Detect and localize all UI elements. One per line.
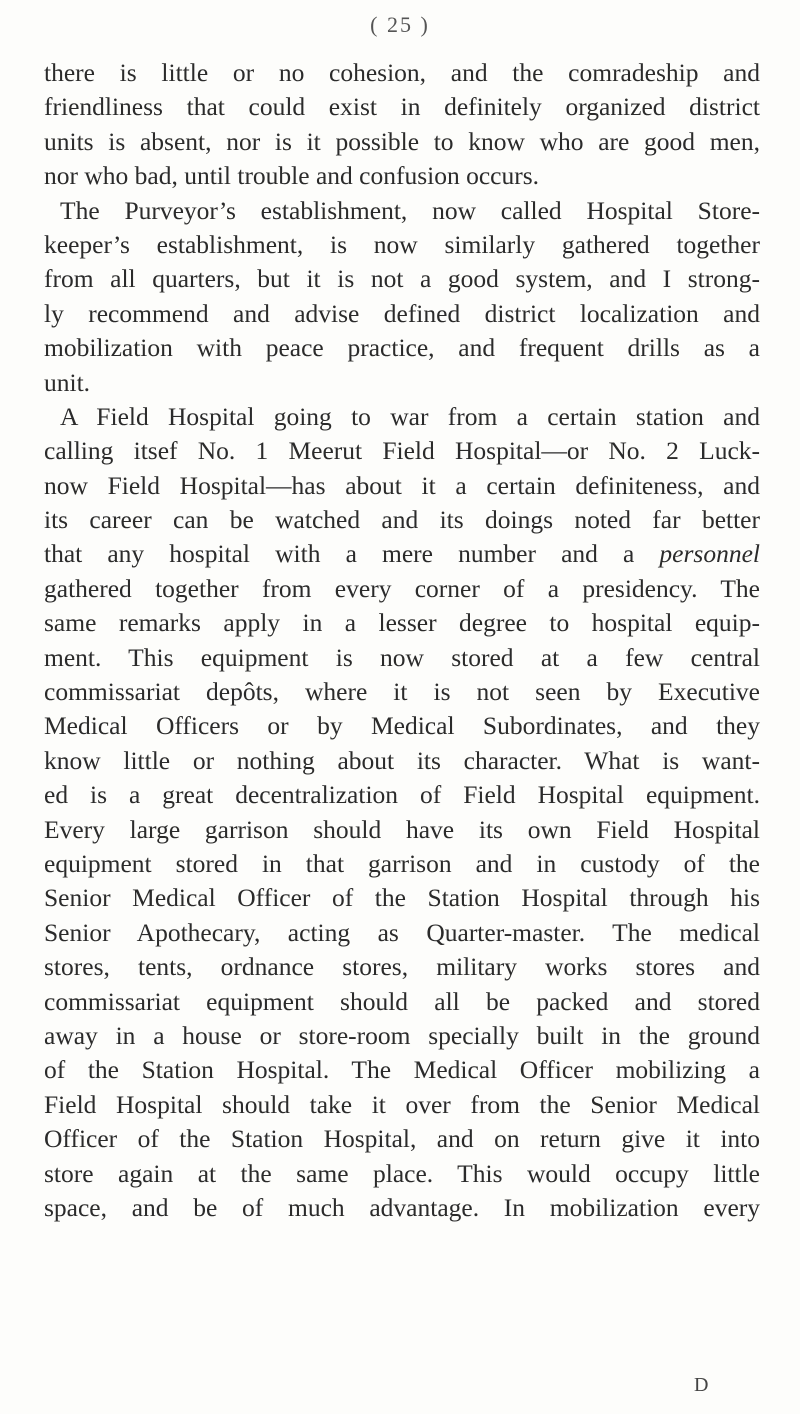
text-line: now Field Hospital—has about it a certain definiteness, and (44, 470, 760, 500)
text-line: mobilization with peace practice, and frequent drills as a (44, 333, 760, 363)
text-line: unit. (44, 367, 91, 397)
text-line: Every large garrison should have its own Field Hospital (44, 814, 760, 844)
text-line: ly recommend and advise defined district localization and (44, 298, 760, 328)
text-line: nor who bad, until trouble and confusion occurs. (44, 161, 540, 191)
page-number: ( 25 ) (370, 12, 430, 37)
text-line: ment. This equipment is now stored at a few central (44, 642, 760, 672)
text-line: its career can be watched and its doings noted far better (44, 505, 760, 535)
text-line: same remarks apply in a lesser degree to hospital equip- (44, 608, 760, 638)
text-line: from all quarters, but it is not a good system, and I strong- (44, 264, 760, 294)
text-line: equipment stored in that garrison and in custody of the (44, 848, 760, 878)
text-line-with-italic (44, 537, 760, 571)
text-line: Senior Medical Officer of the Station Hospital through his (44, 883, 760, 913)
text-line: space, and be of much advantage. In mobilization every (44, 1192, 760, 1222)
text-line: friendliness that could exist in definitely organized district (44, 92, 760, 122)
text-line: there is little or no cohesion, and the comradeship and (44, 58, 760, 87)
text-line: know little or nothing about its character. What is want- (44, 745, 760, 775)
text-line: Officer of the Station Hospital, and on return give it into (44, 1124, 760, 1154)
text-line: commissariat depôts, where it is not seen by Executive (44, 677, 760, 707)
italic-word: personnel (659, 539, 760, 569)
text-line: keeper’s establishment, is now similarly gathered together (44, 229, 760, 259)
text-line: store again at the same place. This would occupy little (44, 1158, 760, 1188)
text-line: gathered together from every corner of a presidency. The (44, 573, 760, 603)
text-line: Medical Officers or by Medical Subordinates, and they (44, 711, 760, 741)
signature-mark: D (694, 1374, 709, 1396)
text-line: Field Hospital should take it over from the Senior Medical (44, 1089, 760, 1119)
text-line: Senior Apothecary, acting as Quarter-master. The medical (44, 917, 760, 947)
text-line: stores, tents, ordnance stores, military works stores and (44, 952, 760, 982)
text-line: of the Station Hospital. The Medical Officer mobilizing a (44, 1055, 760, 1085)
text-line: The Purveyor’s establishment, now called Hospital Store- (60, 195, 760, 225)
text-line: A Field Hospital going to war from a certain station and (60, 401, 760, 431)
text-line: calling itsef No. 1 Meerut Field Hospital—or No. 2 Luck- (44, 436, 760, 466)
text-line: commissariat equipment should all be packed and stored (44, 986, 760, 1016)
text-line: units is absent, nor is it possible to know who are good men, (44, 126, 760, 156)
text-line: away in a house or store-room specially built in the ground (44, 1020, 760, 1050)
text-line: ed is a great decentralization of Field Hospital equipment. (44, 780, 760, 810)
body-text (44, 56, 760, 1225)
text-segment: that any hospital with a mere number and a (44, 539, 660, 569)
